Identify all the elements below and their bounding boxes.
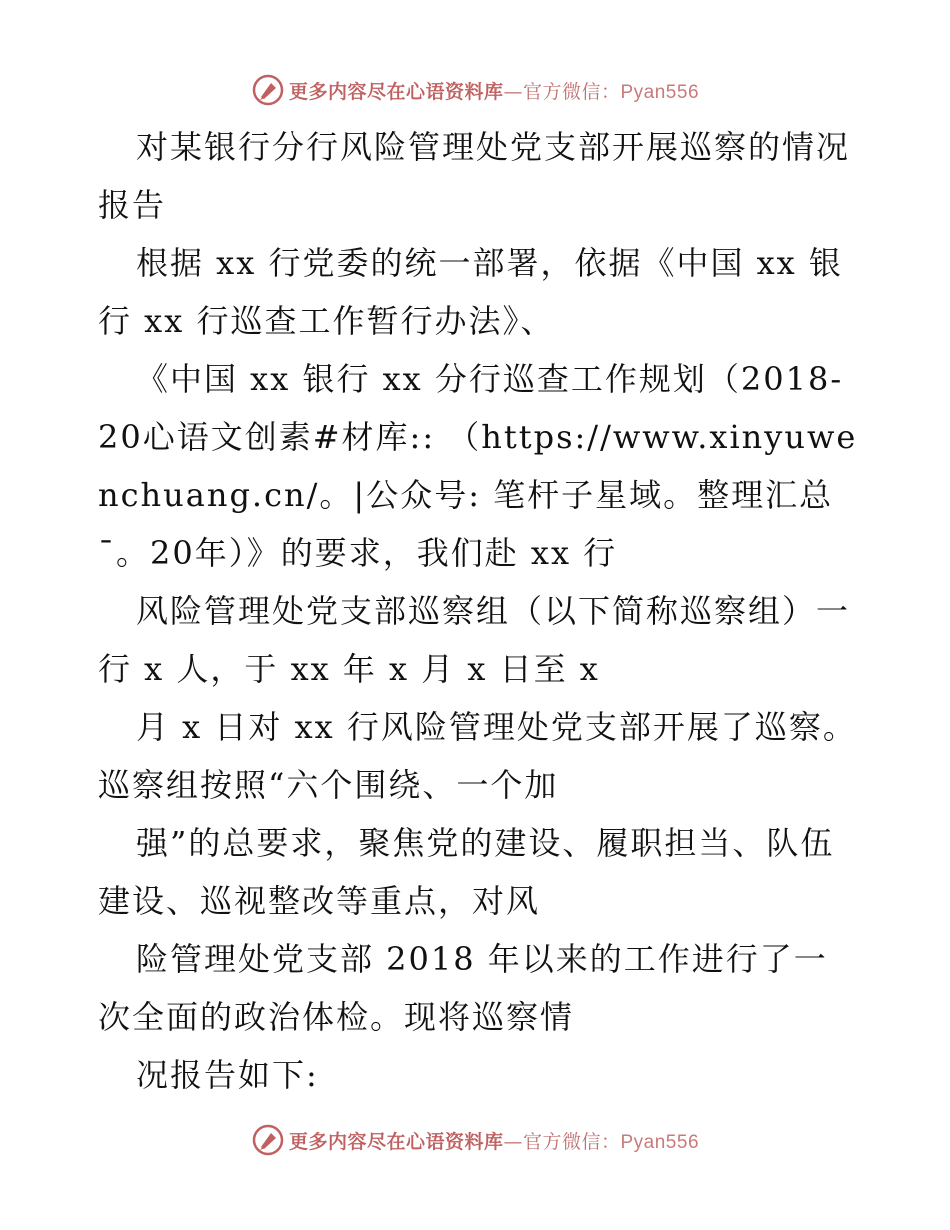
watermark-id: Pyan556 — [620, 1131, 700, 1153]
paragraph: 况报告如下: — [136, 1056, 319, 1094]
document-body — [98, 118, 858, 1104]
paragraph: 险管理处党支部 2018 年以来的工作进行了一次全面的政治体检。现将巡察情 — [98, 940, 828, 1036]
watermark-brand: 更多内容尽在心语资料库 — [288, 80, 504, 103]
watermark-header — [0, 70, 950, 110]
paragraph: 《中国 xx 银行 xx 分行巡查工作规划（2018-20心语文创素#材库:: （https://www.xinyuwenchuang.cn/。|公众号: 笔杆子星域。整理汇总¯。20年）》的要求，我们赴 xx 行 — [98, 360, 858, 572]
paragraph-title: 对某银行分行风险管理处党支部开展巡察的情况报告 — [98, 128, 851, 224]
watermark-brand: 更多内容尽在心语资料库 — [288, 1130, 504, 1153]
paragraph: 强”的总要求，聚焦党的建设、履职担当、队伍建设、巡视整改等重点，对风 — [98, 824, 835, 920]
watermark-text — [289, 77, 699, 104]
watermark-separator: — — [503, 1130, 523, 1153]
watermark-footer — [0, 1120, 950, 1160]
watermark-text — [289, 1127, 699, 1154]
watermark-separator: — — [503, 80, 523, 103]
paragraph: 根据 xx 行党委的统一部署，依据《中国 xx 银行 xx 行巡查工作暂行办法》、 — [98, 244, 843, 340]
pen-nib-logo-icon — [251, 73, 285, 107]
watermark-official: 官方微信： — [522, 1130, 621, 1153]
pen-nib-logo-icon — [251, 1123, 285, 1157]
watermark-id: Pyan556 — [620, 81, 700, 103]
paragraph: 月 x 日对 xx 行风险管理处党支部开展了巡察。巡察组按照“六个围绕、一个加 — [98, 708, 857, 804]
watermark-official: 官方微信： — [522, 80, 621, 103]
paragraph: 风险管理处党支部巡察组（以下简称巡察组）一行 x 人，于 xx 年 x 月 x 日至 x — [98, 592, 851, 688]
